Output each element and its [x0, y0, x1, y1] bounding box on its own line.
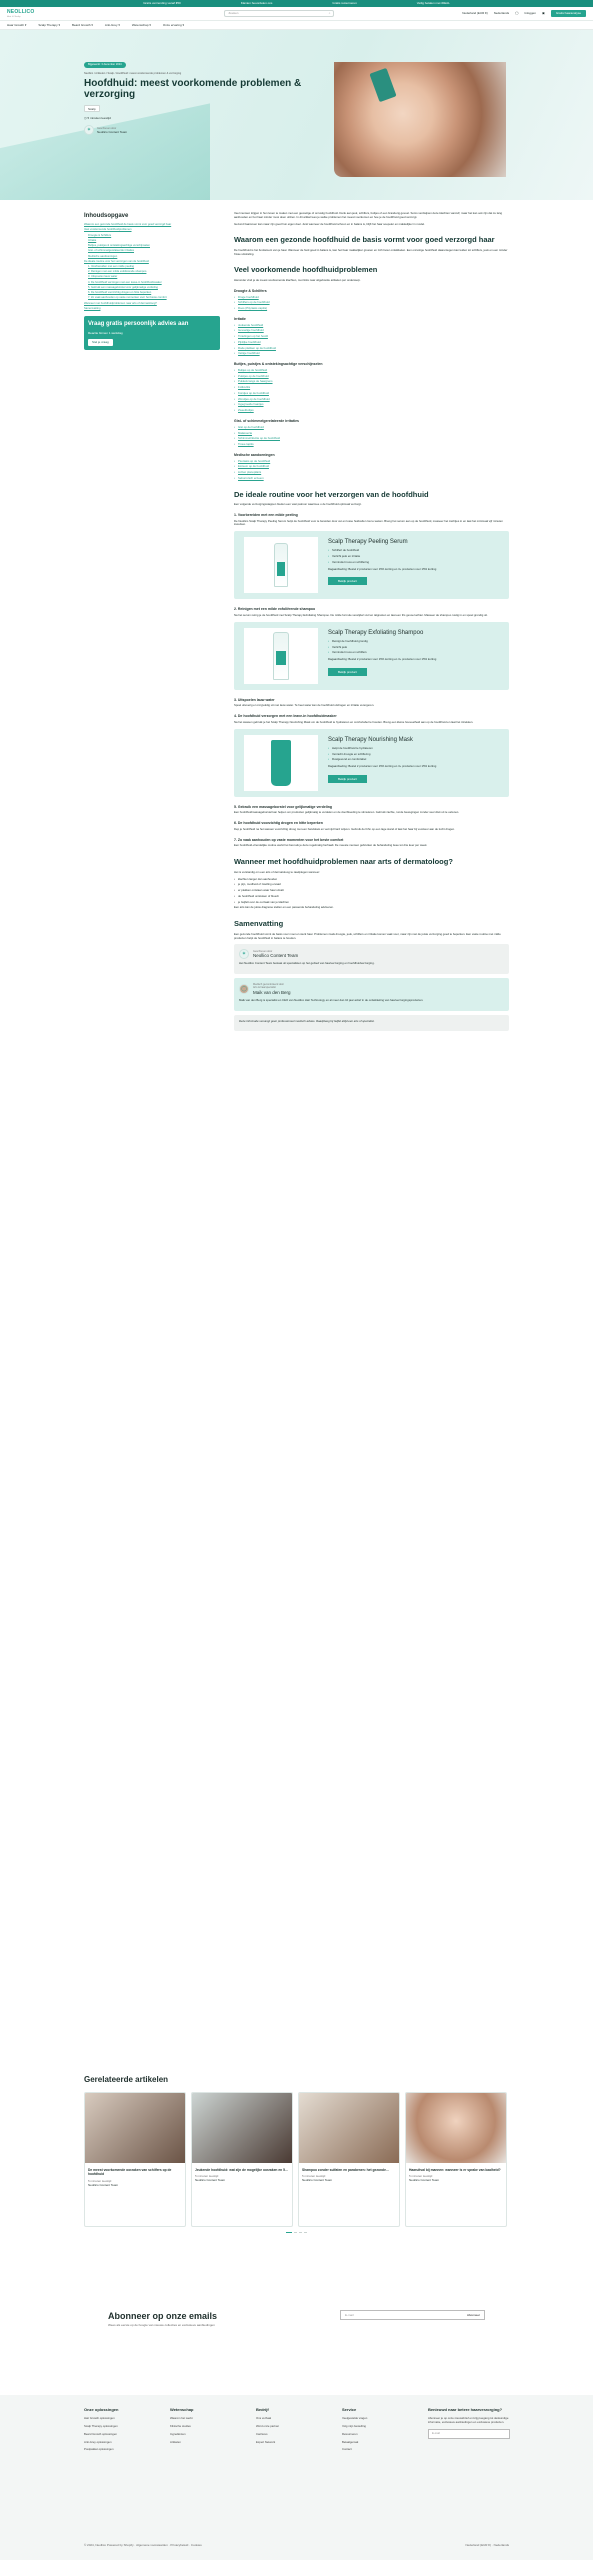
toc-link[interactable]: De ideale routine voor het verzorgen van de hoofdhuid [84, 259, 149, 263]
product-offer: Dagaanbieding: Bestel 2 producten voor 15% korting en 3+ producten voor 15% korting [328, 657, 437, 662]
article-link[interactable]: Gevoelige hoofdhuid [238, 328, 264, 333]
link-list [234, 324, 509, 357]
site-footer: Onze oplossingen Hair Growth oplossingen Scalp Therapy oplossingen Beard Growth oplossingen Anti-Grey oplossingen Postpakket oplossingen Wetenschap Waarom het werkt Klinische studies Ingrediënten Artikelen Bedrijf Ons verhaal Word onze partner Carrières Expert Network Service Veelgestelde vragen Volg mijn bestelling Retourneren Betaalgemak Contact Benieuwd naar betere haarverzorging? Abonneer je op onze nieuwsbrief en krijg toegang tot deskundige informatie, exclusieve aanbiedingen en exclusieve producten. E-mail © 2024, Neollico Powered by Shopify · Algemene voorwaarden · Privacybeleid · Cookies Nederland (EUR €) · Nederlands [0, 2395, 593, 2560]
article-link[interactable]: Schimmelinfectie op de hoofdhuid [238, 436, 280, 441]
footer-link[interactable]: Klinische studies [170, 2424, 191, 2429]
toc-link[interactable]: Samenvatting [84, 306, 101, 310]
product-card [234, 729, 509, 797]
view-product-button[interactable]: Bekijk product [328, 775, 367, 783]
toc-link[interactable]: Gist- of schimmelgerelateerde irritaties [88, 249, 135, 253]
footer-link[interactable]: Volg mijn bestelling [342, 2424, 366, 2429]
related-title: Gerelateerde artikelen [84, 2075, 169, 2084]
article-link[interactable]: Psoriasis op de hoofdhuid [238, 458, 271, 463]
article-link[interactable]: Rode plekken op de hoofdhuid [238, 345, 276, 350]
product-image[interactable] [244, 537, 318, 593]
section-heading: Waarom een gezonde hoofdhuid de basis vormt voor goed verzorgd haar [234, 235, 495, 245]
product-card [234, 531, 509, 599]
footer-text: Abonneer je op onze nieuwsbrief en krijg toegang tot deskundige informatie, exclusieve aanbiedingen en exclusieve producten. [428, 2416, 509, 2425]
product-feature: • Verlicht jeuk en irritatie [328, 555, 501, 559]
announcement-item: Gratis retourneren [332, 1, 357, 6]
reviewer-box: ◯ Medisch gecontroleerd door Arts & haarspecialist Maik van den Berg Maik van den Berg is specialist en CEO van Neollico Hair Technology en al meer dan 10 jaar actief in de ontwikkeling van haarverzorgingsproducten. [234, 978, 509, 1011]
product-name: Scalp Therapy Nourishing Mask [328, 736, 413, 743]
article-link[interactable]: Puistjes op de hoofdhuid [238, 373, 269, 378]
product-feature: • Verzacht droogte en schilfering [328, 753, 501, 757]
toc-link[interactable]: 7. Zo vaak aanhouden op vaste momenten voor het beste comfort [88, 296, 167, 300]
advice-cta [84, 316, 220, 349]
newsletter-title: Abonneer op onze emails [108, 2311, 218, 2321]
article-link[interactable]: Schilfers op de hoofdhuid [238, 300, 270, 305]
product-feature: • Reinigt de hoofdhuid grondig [328, 640, 501, 644]
step-text: De Neollico Scalp Therapy Peeling Serum helpt de hoofdhuid voor te bereiden door vet en losse huidcellen los te weken. Breng het serum aan op de hoofdhuid, masseer het zachtjes in en laat het minimaal vijf minuten inwerken. [234, 518, 503, 527]
disclaimer: Deze informatie vervangt geen professioneel medisch advies. Raadpleeg bij twijfel altijd een arts of specialist. [234, 1015, 509, 1032]
toc-link[interactable]: 3. Uitspoelen lauw water [88, 275, 118, 279]
author-mini: ✶ Geschreven door Neollico Content Team [84, 125, 304, 135]
section-heading: Samenvatting [234, 919, 284, 929]
article-card[interactable]: De meest voorkomende oorzaken van schilfers op de hoofdhuid 5 minuten leestijd Neollico Content Team [84, 2092, 186, 2227]
list-item: • klachten langer dan aanhouden [234, 878, 509, 882]
article-link[interactable]: Tintelingen op het hoofd [238, 334, 268, 339]
group-heading: Medische aandoeningen [234, 452, 275, 457]
footer-column: Onze oplossingen Hair Growth oplossingen Scalp Therapy oplossingen Beard Growth oplossingen Anti-Grey oplossingen Postpakket oplossingen [84, 2407, 154, 2456]
footer-link[interactable]: Beard Growth oplossingen [84, 2431, 117, 2436]
nav-item[interactable]: Wetenschap ▾ [131, 22, 151, 27]
article-link[interactable]: Vettige hoofdhuid [238, 351, 260, 356]
paragraph: Een volgende verzorgingsstappen bieden een vast patroon waarmee u de hoofdhuid optimaal verzorgt. [234, 502, 362, 507]
nav-item[interactable]: Onze ervaring ▾ [162, 22, 185, 27]
link-list [234, 369, 509, 413]
product-image[interactable] [244, 735, 318, 791]
article-link[interactable]: Ingegroeide haartjes [238, 402, 264, 407]
article-card[interactable]: Jeukende hoofdhuid: wat zijn de mogelijke oorzaken en 5… 5 minuten leestijd Neollico Content Team [191, 2092, 293, 2227]
footer-link[interactable]: Contact [342, 2447, 352, 2452]
toc-link[interactable]: 1. Voorbereiden met een milde peeling [88, 264, 135, 268]
step-heading: 6. De hoofdhuid voorzichtig drogen en hitte beperken [234, 821, 323, 826]
author-box: ✶ Geschreven door Neollico Content Team Het Neollico Content Team bestaat uit specialisten op het gebied van haarverzorging en hoofdhuidverzorging. [234, 944, 509, 974]
view-product-button[interactable]: Bekijk product [328, 668, 367, 676]
footer-link[interactable]: Waarom het werkt [170, 2416, 193, 2421]
footer-column: Service Veelgestelde vragen Volg mijn bestelling Retourneren Betaalgemak Contact [342, 2407, 412, 2456]
toc-link[interactable]: Medische aandoeningen [88, 254, 118, 258]
footer-email-field[interactable]: E-mail [428, 2429, 510, 2439]
article-link[interactable]: Bultjes op de hoofdhuid [238, 367, 268, 372]
toc-link[interactable]: Droogte & Schilfers [88, 233, 112, 237]
product-feature: • Verlicht jeuk [328, 646, 501, 650]
footer-link[interactable]: Veelgestelde vragen [342, 2416, 368, 2421]
paragraph: Een arts kan de juiste diagnose stellen en een passende behandeling adviseren. [234, 905, 334, 910]
link-list [234, 296, 509, 311]
list-item: • je twijfelt over de oorzaak van je klachten [234, 901, 509, 905]
reviewer-avatar: ◯ [239, 984, 249, 994]
footer-link[interactable]: Artikelen [170, 2439, 181, 2444]
site-header [0, 7, 593, 21]
footer-link[interactable]: Hair Growth oplossingen [84, 2416, 115, 2421]
paragraph: Hieronder vind je de meest voorkomende klachten, met links naar uitgebreide artikelen per onderwerp. [234, 278, 361, 283]
announcement-item: Veilig betalen met iDEAL [416, 1, 450, 6]
announcement-item: Gratis verzending vanaf €50 [143, 1, 181, 6]
article-image [192, 2093, 292, 2163]
footer-link[interactable]: Word onze partner [256, 2424, 280, 2429]
footer-column: Wetenschap Waarom het werkt Klinische studies Ingrediënten Artikelen [170, 2407, 240, 2448]
analysis-button[interactable]: Gratis haaranalyse [551, 10, 586, 17]
group-heading: Droogte & Schilfers [234, 288, 267, 293]
clock-icon: ◷ [84, 116, 88, 121]
step-heading: 1. Voorbereiden met een milde peeling [234, 512, 298, 517]
step-text: Na het serum reinig je de hoofdhuid met Scalp Therapy Exfoliating Shampoo. De milde formule verwijdert vuil en talgresten en laat een fris gevoel achter. Masseer de shampoo rustig in en spoel grondig uit. [234, 612, 488, 617]
doctor-list [234, 878, 509, 905]
reviewer-bio: Maik van den Berg is specialist en CEO van Neollico Hair Technology en al meer dan 10 jaar actief in de ontwikkeling van haarverzorgingsproducten. [239, 997, 424, 1002]
article-image [406, 2093, 506, 2163]
footer-link[interactable]: Betaalgemak [342, 2439, 359, 2444]
product-offer: Dagaanbieding: Bestel 2 producten voor 15% korting en 3+ producten voor 15% korting [328, 764, 437, 769]
product-feature: • Vermindert roos en schilfering [328, 561, 501, 565]
updated-badge: Bijgewerkt: 3 december 2024 [84, 62, 126, 68]
login-link[interactable]: Inloggen [524, 11, 536, 16]
search-input[interactable]: Zoeken ⌕ [224, 10, 334, 17]
cart-icon[interactable]: ▣ [541, 11, 545, 16]
footer-link[interactable]: Retourneren [342, 2431, 358, 2436]
article-link[interactable]: Folliculitis [238, 385, 251, 390]
article-content [234, 212, 509, 1035]
subscribe-button[interactable]: Abonneer [466, 2312, 480, 2317]
toc-link[interactable]: Veel voorkomende hoofdhuidproblemen [84, 228, 132, 232]
step-text: Na het wassen gebruik je het Scalp Therapy Nourishing Mask om de hoofdhuid te hydrateren en comfortabel te houden. Breng een kleine hoeveelheid aan op de hoofdhuid en laat het intrekken. [234, 719, 474, 724]
step-text: Dep je hoofdhuid na het wassen voorzichtig droog met een handdoek en vermijd hard wrijven. Gebruik de föhn op een lage stand of laat het haar bij voorkeur aan de lucht drogen. [234, 826, 455, 831]
article-link[interactable]: Seborroïsch eczeem [238, 475, 264, 480]
section-heading: Veel voorkomende hoofdhuidproblemen [234, 265, 378, 275]
region-selector[interactable]: Nederland (EUR €) [465, 2543, 491, 2547]
footer-column: Bedrijf Ons verhaal Word onze partner Carrières Expert Network [256, 2407, 326, 2448]
product-feature: • Schilfert de hoofdhuid [328, 549, 501, 553]
step-heading: 4. De hoofdhuid verzorgen met een leave-in hoofdhuidmasker [234, 714, 337, 719]
article-link[interactable]: Tinea capitis [238, 442, 254, 447]
link-list [234, 460, 509, 481]
footer-column: Benieuwd naar betere haarverzorging? Abonneer je op onze nieuwsbrief en krijg toegang tot deskundige informatie, exclusieve aanbiedingen en exclusieve producten. E-mail [428, 2407, 510, 2443]
toc-link[interactable]: Bultjes, puistjes & ontstekingsachtige verschijnselen [88, 244, 150, 248]
list-item: • de hoofdhuid ontstoken of bloedt [234, 895, 509, 899]
toc-link[interactable]: Wanneer met hoofdhuidproblemen naar arts of dermatoloog? [84, 301, 157, 305]
language-selector[interactable]: Nederlands [493, 2543, 509, 2547]
language-selector[interactable]: Nederlands [493, 11, 510, 16]
article-link[interactable]: Pukkels langs de haargrens [238, 379, 273, 384]
step-text: Spoel uitvoerig en zorgvuldig uit met lauw water. Te heet water kan de hoofdhuid uitdrogen en irritatie verergeren. [234, 703, 375, 708]
breadcrumb[interactable]: Neollico / Artikelen / Scalp / Hoofdhuid: meest voorkomende problemen & verzorging [84, 71, 182, 75]
article-link[interactable]: Lichen planopilaris [238, 470, 262, 475]
article-link[interactable]: Wondjes op de hoofdhuid [238, 396, 270, 401]
group-heading: Gist- of schimmelgerelateerde irritaties [234, 419, 299, 424]
section-heading: Wanneer met hoofdhuidproblemen naar arts of dermatoloog? [234, 857, 453, 867]
article-link[interactable]: Droge hoofdhuid [238, 294, 259, 299]
footer-link[interactable]: Postpakket oplossingen [84, 2447, 114, 2452]
group-heading: Irritatie [234, 316, 246, 321]
step-heading: 2. Reinigen met een milde exfoliërende shampoo [234, 607, 316, 612]
author-bio: Het Neollico Content Team bestaat uit specialisten op het gebied van haarverzorging en hoofdhuidverzorging. [239, 961, 375, 966]
nav-item[interactable]: Haar Growth ▾ [7, 22, 27, 27]
group-heading: Bultjes, puistjes & ontstekingsachtige verschijnselen [234, 362, 323, 367]
newsletter-text: Wees als eerste op de hoogte van nieuwe collecties en exclusieve aanbiedingen [108, 2323, 215, 2327]
announcement-bar [0, 0, 593, 7]
carousel-dots[interactable] [84, 2232, 509, 2233]
toc-link[interactable]: Irritatie [88, 238, 97, 242]
search-icon[interactable]: ⌕ [328, 11, 331, 16]
logo[interactable]: NEOLLICO Hair & Scalp [7, 8, 35, 18]
toc-link[interactable]: 2. Reinigen met een milde exfoliërende shampoo [88, 270, 147, 274]
team-avatar: ✶ [84, 125, 94, 135]
ask-question-button[interactable]: Stel je vraag [88, 339, 113, 346]
copyright: © 2024, Neollico Powered by Shopify · Algemene voorwaarden · Privacybeleid · Cookies [84, 2543, 202, 2547]
section-heading: De ideale routine voor het verzorgen van de hoofdhuid [234, 489, 429, 499]
list-item: • er plekken ontstaan waar haar uitvalt [234, 889, 509, 893]
product-feature: • Vermindert roos en schilfers [328, 651, 501, 655]
footer-link[interactable]: Ons verhaal [256, 2416, 272, 2421]
footer-link[interactable]: Scalp Therapy oplossingen [84, 2424, 118, 2429]
table-of-contents [84, 212, 220, 350]
hero-image [334, 62, 506, 177]
article-image [299, 2093, 399, 2163]
toc-link[interactable]: 4. De hoofdhuid verzorgen met een leave-in hoofdhuidmasker [88, 280, 162, 284]
toc-link[interactable]: 5. Gebruik een massageborstel voor gelijkmatige verdeling [88, 285, 158, 289]
list-item: • je pijn, roodheid of zwelling ervaart [234, 883, 509, 887]
paragraph: Het is verstandig om een arts of dermatoloog te raadplegen wanneer: [234, 869, 320, 874]
article-card[interactable]: Haaruitval bij mannen: wanneer is er sprake van kaalheid? 5 minuten leestijd Neollico Content Team [405, 2092, 507, 2227]
announcement-item: Klanten beoordelen ons [240, 1, 273, 6]
article-link[interactable]: Gist op de hoofdhuid [238, 424, 264, 429]
nav-item[interactable]: Beard Growth ▾ [72, 22, 93, 27]
product-card [234, 622, 509, 690]
view-product-button[interactable]: Bekijk product [328, 577, 367, 585]
nav-item[interactable]: Anti-Grey ▾ [104, 22, 120, 27]
cta-text: Reactie binnen 1 werkdag [88, 330, 123, 335]
step-heading: 5. Gebruik een massageborstel voor gelijkmatige verdeling [234, 804, 333, 809]
step-text: Een hoofdhuid-vriendelijke routine werkt het best als je deze regelmatig herhaalt. De meeste mensen gebruiken de behandeling twee tot drie keer per week. [234, 843, 428, 848]
step-text: Een hoofdhuidmassageborstel kan helpen om producten gelijkmatig te verdelen en de doorbloeding te stimuleren. Gebruik zachte, ronde bewegingen zonder veel druk uit te oefenen. [234, 810, 460, 815]
related-articles [84, 2075, 509, 2233]
footer-link[interactable]: Anti-Grey oplossingen [84, 2439, 112, 2444]
reading-time: ◷ 5 minuten leestijd [84, 116, 111, 121]
article-link[interactable]: Eczeem op de hoofdhuid [238, 464, 269, 469]
region-selector[interactable]: Nederland (EUR €) [462, 11, 488, 16]
product-name: Scalp Therapy Peeling Serum [328, 539, 408, 546]
article-link[interactable]: Jeukende hoofdhuid [238, 322, 264, 327]
article-link[interactable]: Malassezia [238, 430, 252, 435]
category-tag[interactable]: Scalp [84, 105, 100, 112]
cta-title: Vraag gratis persoonlijk advies aan [88, 321, 189, 328]
article-link[interactable]: Zweetbultjes [238, 408, 254, 413]
article-link[interactable]: Korstjes op de hoofdhuid [238, 390, 269, 395]
product-feature: • Rustgevend en comfortabel [328, 758, 501, 762]
toc-title: Inhoudsopgave [84, 213, 129, 219]
intro-text: Gezond haarsnoer kan maar zijn goed hun eigen doel. Juist wanneer de hoofdhuid schoon en in balans is, blijft het haar soepeler en makkelijker in model. [234, 221, 425, 226]
footer-link[interactable]: Expert Network [256, 2439, 276, 2444]
intro-text: Veel mensen krijgen in hun leven te maken met een gevoelige of onrustig hoofdhuid. Denk aan jeuk, schilfers, bultjes of een branderig gevoel. Soms verdwijnen deze klachten vanzelf, maar het kan ook zijn dat ze lang aanhouden en het haar minder mooi doen uitzien. In dit artikel lees je welke problemen het meest voorkomen en hoe je de hoofdhuid goed verzorgt. [234, 211, 503, 219]
link-list [234, 426, 509, 447]
step-heading: 3. Uitspoelen lauw water [234, 697, 275, 702]
article-link[interactable]: Roos (Pityriasis capitis) [238, 306, 268, 311]
nav-item[interactable]: Scalp Therapy ▾ [38, 22, 60, 27]
product-image[interactable] [244, 628, 318, 684]
page-title: Hoofdhuid: meest voorkomende problemen & verzorging [84, 78, 302, 101]
toc-link[interactable]: Waarom een gezonde hoofdhuid de basis vormt voor goed verzorgd haar [84, 223, 172, 227]
newsletter [0, 2250, 593, 2360]
article-link[interactable]: Pijnlijke hoofdhuid [238, 339, 261, 344]
article-image [85, 2093, 185, 2163]
product-name: Scalp Therapy Exfoliating Shampoo [328, 629, 424, 636]
article-card[interactable]: Shampoo zonder sulfaten en parabenen: het gezonde… 5 minuten leestijd Neollico Content Team [298, 2092, 400, 2227]
step-heading: 7. Zo vaak aanhouden op vaste momenten voor het beste comfort [234, 837, 344, 842]
footer-link[interactable]: Carrières [256, 2431, 268, 2436]
main-nav [0, 21, 593, 30]
team-avatar: ✶ [239, 949, 249, 959]
summary-text: Een gezonde hoofdhuid vormt de basis voor mooi en sterk haar. Problemen zoals droogte, jeuk, schilfers en irritatie komen vaak voor, maar zijn met de juiste verzorging goed te beperken. Een vaste routine met milde producten helpt de hoofdhuid in balans te houden. [234, 931, 501, 940]
hero [0, 30, 593, 200]
toc-link[interactable]: 6. De hoofdhuid voorzichtig drogen en hitte beperken [88, 291, 152, 295]
product-feature: • Helpt de hoofdhuid te hydrateren [328, 747, 501, 751]
user-icon[interactable]: ◯ [515, 11, 519, 16]
newsletter-email-field[interactable]: E-mail Abonneer [340, 2310, 485, 2320]
paragraph: De hoofdhuid is het fundament van je haar. Wanneer de huid goed in balans is, kan het haar makkelijker groeien en zich beter ontwikkelen. Een onrustige hoofdhuid daarentegen kan leiden tot schilfers, jeuk en een minder frisse uitstraling. [234, 247, 508, 256]
footer-link[interactable]: Ingrediënten [170, 2431, 186, 2436]
product-offer: Dagaanbieding: Bestel 2 producten voor 15% korting en 3+ producten voor 15% korting [328, 566, 437, 571]
